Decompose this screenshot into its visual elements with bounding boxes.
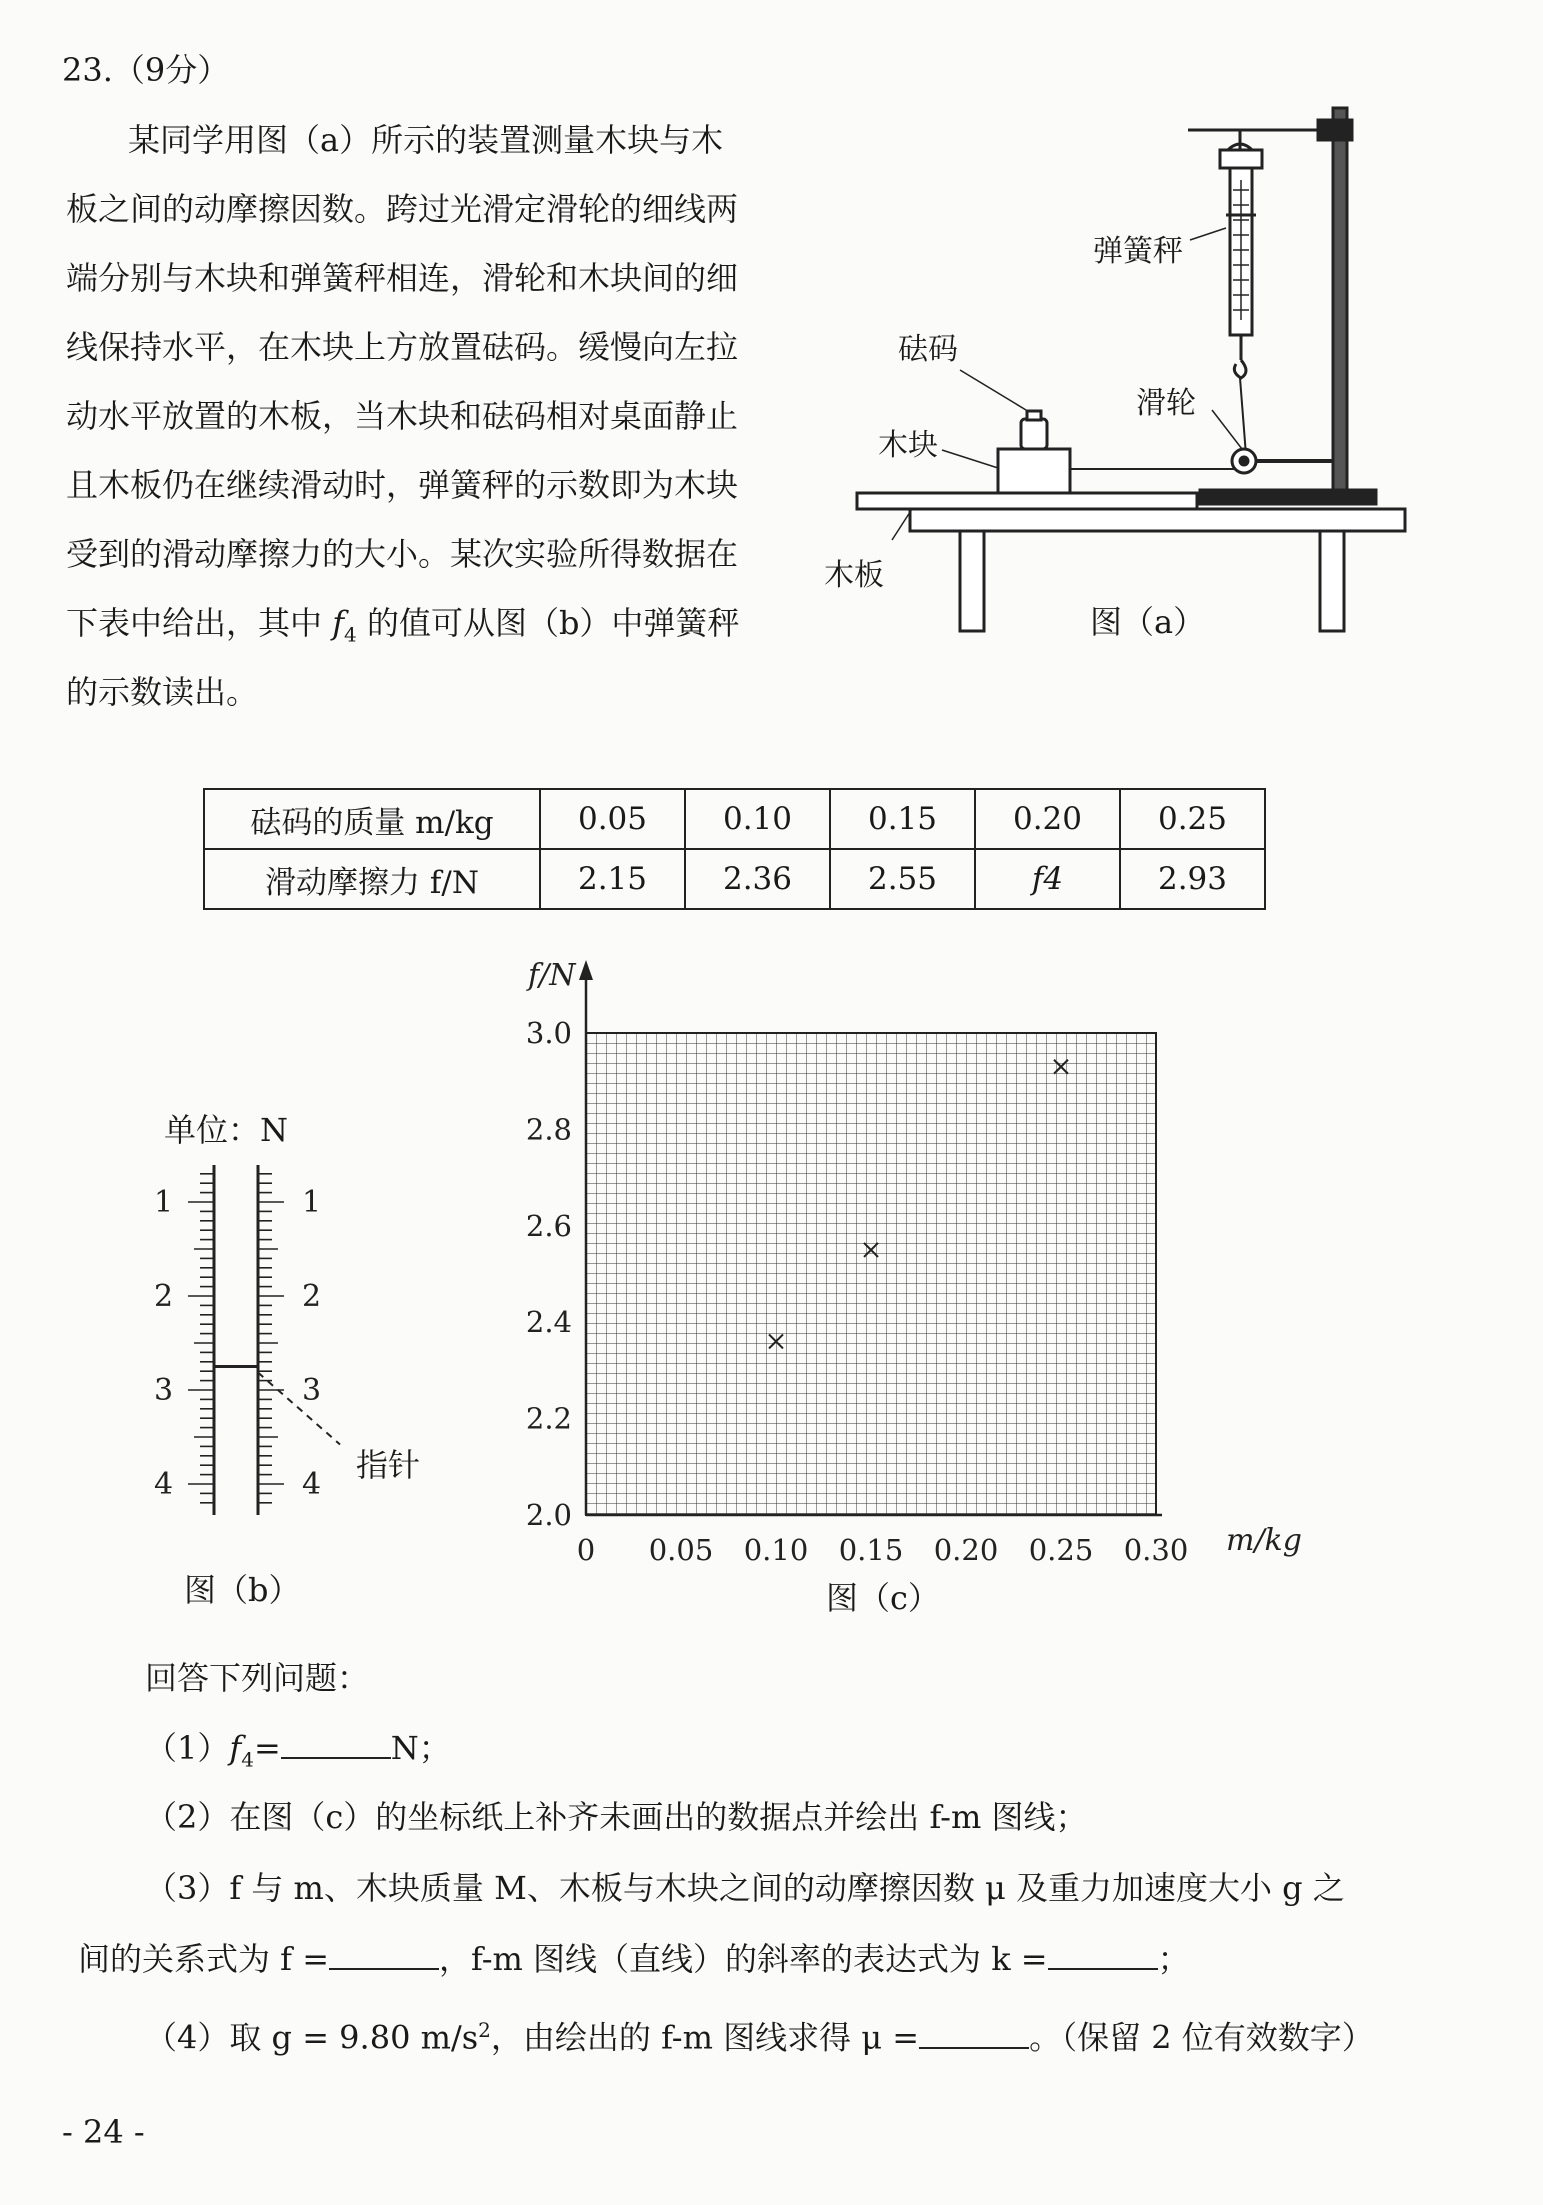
figure-c-caption: 图（c） bbox=[826, 1579, 940, 1617]
question-3-line-2: 间的关系式为 f = ，f-m 图线（直线）的斜率的表达式为 k = ； bbox=[78, 1940, 1190, 1978]
table-top bbox=[910, 509, 1405, 531]
data-table bbox=[203, 788, 1266, 910]
x-axis-label: m/kg bbox=[1226, 1523, 1302, 1558]
x-tick-label: 0.10 bbox=[743, 1533, 809, 1567]
x-tick-label: 0.30 bbox=[1123, 1533, 1189, 1567]
figure-a-caption: 图（a） bbox=[1090, 603, 1206, 641]
x-tick-label: 0.20 bbox=[933, 1533, 999, 1567]
x-tick-label: 0 bbox=[576, 1533, 596, 1567]
page-number: - 24 - bbox=[62, 2113, 145, 2151]
scale-label-left: 1 bbox=[154, 1185, 174, 1220]
table-cell: 2.93 bbox=[1120, 849, 1265, 909]
wooden-block bbox=[998, 449, 1070, 493]
y-tick-label: 2.0 bbox=[525, 1498, 572, 1532]
scale-label-right: 1 bbox=[302, 1185, 322, 1220]
grid-paper bbox=[586, 1033, 1156, 1515]
table-header-friction: 滑动摩擦力 f/N bbox=[204, 849, 540, 909]
figure-c-chart bbox=[500, 950, 1320, 1590]
question-3-line-1: （3）f 与 m、木块质量 M、木板与木块之间的动摩擦因数 μ 及重力加速度大小 g 之 bbox=[145, 1869, 1345, 1907]
stand-clamp bbox=[1318, 120, 1352, 140]
answer-blank-f4[interactable] bbox=[281, 1727, 391, 1759]
intro-line-1: 某同学用图（a）所示的装置测量木块与木 bbox=[128, 121, 724, 159]
board bbox=[857, 493, 1197, 509]
table-cell: 0.05 bbox=[540, 789, 685, 849]
question-1: $(1)f_4= N$； bbox=[145, 1729, 451, 1772]
intro-line-3: 端分别与木块和弹簧秤相连，滑轮和木块间的细 bbox=[66, 259, 739, 297]
answer-blank-mu[interactable] bbox=[919, 2017, 1029, 2049]
intro-line-7: 受到的滑动摩擦力的大小。某次实验所得数据在 bbox=[66, 535, 739, 573]
questions-heading: 回答下列问题： bbox=[145, 1659, 370, 1697]
x-tick-label: 0.25 bbox=[1028, 1533, 1094, 1567]
label-board: 木板 bbox=[824, 558, 884, 593]
weight bbox=[1021, 419, 1047, 449]
label-block: 木块 bbox=[878, 428, 938, 463]
question-number: 23.（9分） bbox=[62, 51, 230, 89]
x-tick-label: 0.15 bbox=[838, 1533, 904, 1567]
y-tick-label: 2.4 bbox=[525, 1305, 572, 1340]
intro-line-8: 下表中给出，其中 $f_4$ 的值可从图（b）中弹簧秤 bbox=[66, 604, 740, 647]
label-pulley: 滑轮 bbox=[1136, 386, 1196, 421]
y-tick-label: 2.6 bbox=[525, 1208, 572, 1243]
question-4: （4）取 g = 9.80 $m/s^2$，由绘出的 f-m 图线求得 μ = 。（保留 2 位有效数字） bbox=[145, 2018, 1374, 2057]
unit-label: 单位：N bbox=[164, 1111, 289, 1149]
table-cell-f4: f4 bbox=[975, 849, 1120, 909]
x-tick-label: 0.05 bbox=[648, 1533, 714, 1567]
label-weight: 砝码 bbox=[898, 332, 958, 367]
table-cell: 0.20 bbox=[975, 789, 1120, 849]
pointer-label: 指针 bbox=[356, 1446, 421, 1484]
label-spring-scale: 弹簧秤 bbox=[1093, 234, 1183, 269]
intro-line-6: 且木板仍在继续滑动时，弹簧秤的示数即为木块 bbox=[66, 466, 739, 504]
stand-base bbox=[1200, 490, 1376, 504]
scale-label-right: 4 bbox=[302, 1467, 322, 1502]
table-cell: 0.10 bbox=[685, 789, 830, 849]
table-cell: 0.15 bbox=[830, 789, 975, 849]
intro-line-4: 线保持水平，在木块上方放置砝码。缓慢向左拉 bbox=[66, 328, 739, 366]
scale-label-right: 2 bbox=[302, 1279, 322, 1314]
question-2: （2）在图（c）的坐标纸上补齐未画出的数据点并绘出 f-m 图线； bbox=[145, 1798, 1088, 1836]
answer-blank-f-expression[interactable] bbox=[329, 1938, 439, 1970]
y-tick-label: 3.0 bbox=[525, 1016, 572, 1050]
intro-line-5: 动水平放置的木板，当木块和砝码相对桌面静止 bbox=[66, 397, 739, 435]
figure-a-apparatus bbox=[830, 95, 1420, 655]
table-header-mass: 砝码的质量 m/kg bbox=[204, 789, 540, 849]
intro-line-2: 板之间的动摩擦因数。跨过光滑定滑轮的细线两 bbox=[66, 190, 739, 228]
scale-label-left: 2 bbox=[154, 1279, 174, 1314]
figure-b-caption: 图（b） bbox=[184, 1571, 301, 1609]
table-row-friction bbox=[204, 849, 1265, 909]
table-row-mass bbox=[204, 789, 1265, 849]
y-tick-label: 2.2 bbox=[525, 1401, 572, 1436]
table-cell: 2.15 bbox=[540, 849, 685, 909]
intro-line-9: 的示数读出。 bbox=[66, 673, 259, 711]
table-cell: 2.55 bbox=[830, 849, 975, 909]
y-axis-label: f/N bbox=[528, 958, 576, 993]
answer-blank-k-expression[interactable] bbox=[1048, 1938, 1158, 1970]
table-cell: 2.36 bbox=[685, 849, 830, 909]
scale-label-left: 4 bbox=[154, 1467, 174, 1502]
y-tick-label: 2.8 bbox=[525, 1112, 572, 1147]
scale-label-right: 3 bbox=[302, 1373, 322, 1408]
scale-label-left: 3 bbox=[154, 1373, 174, 1408]
stand-rod bbox=[1333, 108, 1347, 500]
table-cell: 0.25 bbox=[1120, 789, 1265, 849]
